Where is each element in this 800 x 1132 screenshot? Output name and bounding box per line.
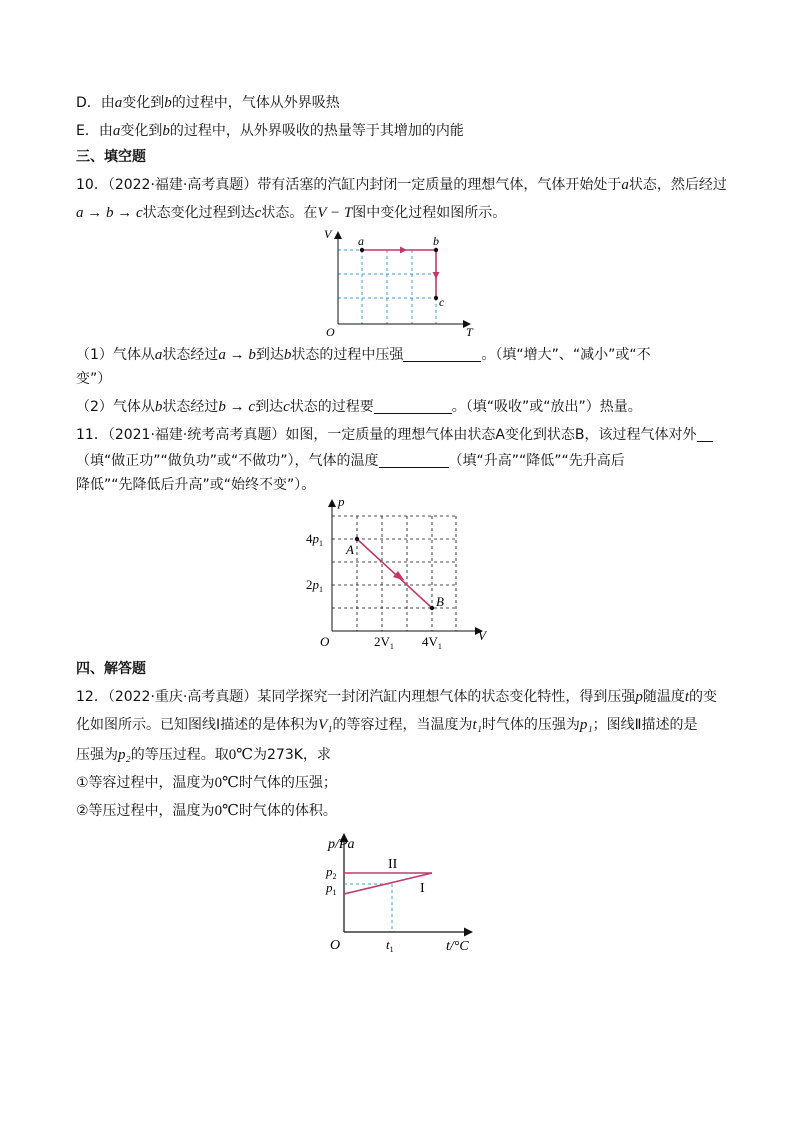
var-c: c: [283, 399, 290, 415]
text: 状态的过程要: [289, 399, 374, 415]
arrow-a-to-b: [400, 247, 407, 254]
label-i: I: [420, 881, 425, 896]
option-e-label: E．由: [76, 123, 113, 139]
q11-line1: [76, 424, 740, 446]
text: 状态变化过程到达: [142, 205, 255, 221]
var-p: p: [312, 577, 319, 592]
label-c: c: [439, 295, 445, 309]
text: （1）气体从: [76, 347, 155, 363]
var-v1: V₁: [318, 717, 333, 733]
coef-4: 4: [306, 531, 313, 546]
point-c: [434, 296, 438, 300]
process-a-to-b: [357, 539, 432, 608]
label-a: A: [346, 542, 354, 557]
text: 到达: [255, 399, 284, 415]
text: 到达: [255, 347, 284, 363]
question-number: 10．: [76, 177, 108, 193]
text: ①等容过程中，温度为: [76, 775, 215, 791]
section-heading-solve: 四、解答题: [76, 661, 146, 677]
text: 。（填“吸收”或“放出”）热量。: [451, 399, 642, 415]
var-b: b: [283, 347, 292, 363]
tick-t1: [386, 937, 394, 954]
text: 状态经过: [162, 347, 219, 363]
text: 为273K，求: [253, 747, 331, 763]
process-abc: a → b → c: [76, 205, 143, 221]
point-a: [355, 537, 359, 541]
tick-p2: [325, 864, 337, 881]
text: （填“升高”“降低”“先升高后: [448, 453, 625, 469]
text: 变化到: [120, 123, 163, 139]
tick-2p1: [306, 577, 323, 594]
text: （填“做正功”“做负功”或“不做功”），气体的温度: [76, 453, 379, 469]
q10-line1: [76, 174, 740, 196]
option-d: [76, 92, 740, 114]
text: 状态。在: [261, 205, 318, 221]
var-a: a: [621, 177, 629, 193]
text: 某同学探究一封闭汽缸内理想气体的状态变化特性，得到压强: [257, 689, 636, 705]
q12-line1: [76, 686, 740, 708]
q11-line2: [76, 450, 740, 472]
label-b: B: [436, 594, 444, 609]
label-origin: O: [320, 634, 330, 649]
sub-1: 1: [437, 642, 442, 651]
text: 时气体的压强；: [238, 775, 337, 791]
arrow-b-to-c: [433, 272, 440, 279]
zero-celsius: 0℃: [228, 747, 253, 763]
figure-pv-diagram: [300, 494, 500, 651]
label-x: t/°C: [446, 939, 469, 954]
label-origin: O: [330, 938, 341, 953]
question-number: 11．: [76, 427, 108, 443]
arrow-a-to-b: [393, 571, 405, 581]
text: 的过程中，气体从外界吸热: [171, 95, 340, 111]
var-p: p: [326, 880, 333, 895]
answer-blank-2[interactable]: [374, 397, 452, 414]
var-p1: p₁: [579, 717, 593, 733]
text: 的等压过程。取: [130, 747, 229, 763]
label-ii: II: [388, 857, 398, 872]
q10-line2: [76, 202, 740, 224]
process-bc: b → c: [218, 399, 256, 415]
text: 时气体的压强为: [481, 717, 580, 733]
zero-celsius: 0℃: [214, 803, 239, 819]
tick-2v1: [374, 634, 394, 651]
sub-1: 1: [389, 945, 394, 954]
var-b: b: [162, 123, 170, 139]
coef-2: 2: [306, 577, 313, 592]
question-number: 12．: [76, 689, 108, 705]
text: 的变: [689, 689, 718, 705]
label-t: T: [466, 325, 473, 339]
label-v: V: [478, 628, 486, 643]
q11-line3: 降低”“先降低后升高”或“始终不变”）。: [76, 477, 316, 493]
point-a: [360, 248, 364, 252]
q12-line2: [76, 714, 740, 736]
answer-blank-4[interactable]: [379, 451, 449, 468]
text: ；图线Ⅱ描述的是: [592, 717, 698, 733]
q12-q1: [76, 772, 740, 794]
var-p: p: [635, 689, 643, 705]
question-source: （2021·福建·统考高考真题）: [107, 427, 286, 443]
section-heading-fill-blank: 三、填空题: [76, 149, 146, 165]
sub-1: 1: [389, 642, 394, 651]
text: 的过程中，从外界吸收的热量等于其增加的内能: [169, 123, 464, 139]
sub-1: 1: [319, 585, 323, 594]
zero-celsius: 0℃: [214, 775, 239, 791]
text: 变化到: [122, 95, 165, 111]
var-b: b: [154, 399, 163, 415]
sub-1: 1: [319, 539, 323, 548]
q12-line3: [76, 744, 740, 766]
q12-q2: [76, 800, 740, 822]
var-t: t: [684, 689, 690, 705]
q10-sub2: [76, 396, 740, 418]
var-t: t: [386, 937, 390, 952]
answer-blank-3[interactable]: [697, 425, 713, 442]
grid-lines: [338, 250, 436, 324]
text: 状态经过: [162, 399, 219, 415]
var-p: p: [326, 864, 333, 879]
var-p2: p₂: [118, 747, 131, 763]
label-p: p: [338, 494, 345, 509]
coef-4v: 4V: [422, 634, 438, 649]
option-d-label: D．由: [76, 95, 115, 111]
label-y: [327, 837, 354, 852]
answer-blank-1[interactable]: [403, 345, 481, 362]
coef-2v: 2V: [374, 634, 390, 649]
tick-p1: [325, 880, 337, 897]
sub-1: 1: [332, 888, 337, 897]
tick-4p1: [306, 531, 323, 548]
tick-4v1: [422, 634, 442, 651]
label-b: b: [433, 234, 439, 248]
text: 如图，一定质量的理想气体由状态A变化到状态B，该过程气体对外: [285, 427, 697, 443]
var-b: b: [164, 95, 172, 111]
point-b: [430, 606, 434, 610]
label-a: a: [358, 234, 364, 248]
text: ②等压过程中，温度为: [76, 803, 215, 819]
question-source: （2022·福建·高考真题）: [107, 177, 258, 193]
q10-sub1: [76, 344, 740, 366]
point-b: [434, 248, 438, 252]
process-ab: a → b: [218, 347, 256, 363]
text: 状态的过程中压强: [291, 347, 404, 363]
ylabel: p/Pa: [328, 837, 355, 852]
sub-2: 2: [332, 872, 337, 881]
text: 图中变化过程如图所示。: [352, 205, 507, 221]
label-origin: O: [326, 325, 335, 339]
label-v: V: [324, 227, 332, 241]
text: 的等容过程，当温度为: [332, 717, 473, 733]
var-a: a: [154, 347, 163, 363]
question-source: （2022·重庆·高考真题）: [107, 689, 258, 705]
option-e: [76, 120, 740, 142]
var-p: p: [312, 531, 319, 546]
text: 随温度: [642, 689, 685, 705]
text: 状态，然后经过: [628, 177, 727, 193]
var-c: c: [254, 205, 262, 221]
text: （2）气体从: [76, 399, 155, 415]
text: 化如图所示。已知图线Ⅰ描述的是体积为: [76, 717, 319, 733]
figure-vt-diagram: [316, 226, 484, 338]
var-a: a: [114, 95, 123, 111]
var-a: a: [112, 123, 121, 139]
text: 时气体的体积。: [238, 803, 337, 819]
var-t1: t₁: [472, 717, 482, 733]
text: 压强为: [76, 747, 118, 763]
text: 。（填“增大”、“减小”或“不: [481, 347, 651, 363]
v-t-label: V − T: [317, 205, 353, 221]
text: 带有活塞的汽缸内封闭一定质量的理想气体，气体开始处于: [257, 177, 622, 193]
q10-sub1-cont: 变”）: [76, 371, 112, 387]
figure-pt-diagram: [322, 828, 492, 956]
